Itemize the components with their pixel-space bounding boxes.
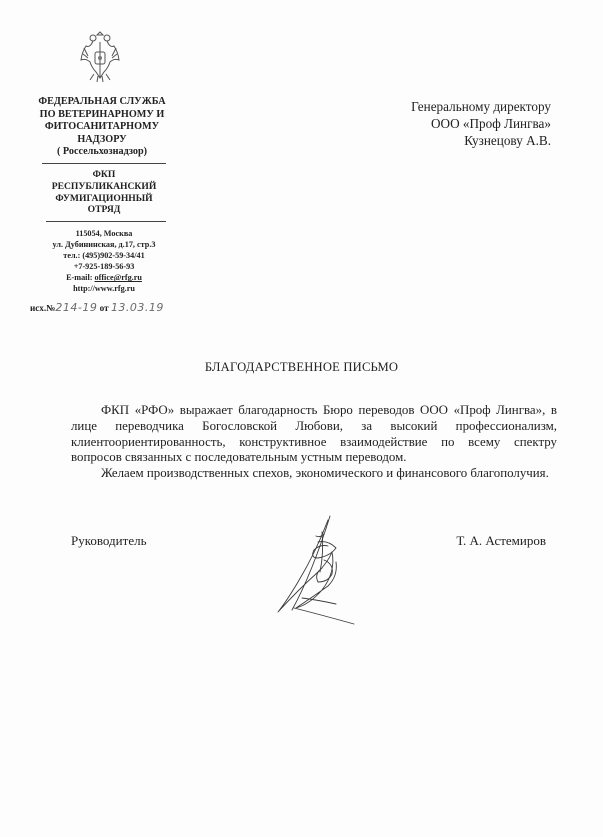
body-paragraph: Желаем производственных спехов, экономического и финансового благополучия. xyxy=(101,466,549,481)
email-line xyxy=(30,272,178,283)
signatory-role: Руководитель xyxy=(71,533,147,548)
unit-line: РЕСПУБЛИКАНСКИЙ xyxy=(51,180,157,192)
outgoing-date: 13.03.19 xyxy=(110,301,164,314)
addressee-line: Генеральному директору xyxy=(411,99,551,114)
body-paragraph: ФКП «РФО» выражает благодарность Бюро переводов ООО «Проф Лингва», в лице переводчика Богословской Любови, за высокий профессионализм, клиентоориентированность, конструктивное взаимодействие по всему спектру вопросов связанных с последовательным устным переводом. xyxy=(71,403,557,465)
handwritten-signature xyxy=(258,512,378,627)
agency-line: ФЕДЕРАЛЬНАЯ СЛУЖБА xyxy=(38,96,166,107)
sender-contacts xyxy=(30,228,178,295)
signatory-name: Т. А. Астемиров xyxy=(456,533,546,548)
addressee-line: ООО «Проф Лингва» xyxy=(431,116,551,131)
agency-line: ФИТОСАНИТАРНОМУ xyxy=(44,121,160,132)
address-line: 115054, Москва xyxy=(75,229,133,238)
unit-line: ФУМИГАЦИОННЫЙ xyxy=(55,192,153,204)
divider xyxy=(42,163,166,164)
website-link[interactable]: http://www.rfg.ru xyxy=(73,284,135,294)
unit-line: ОТРЯД xyxy=(87,204,121,216)
addressee-line: Кузнецову А.В. xyxy=(464,133,551,148)
agency-line: НАДЗОРУ xyxy=(77,133,127,145)
divider xyxy=(46,221,166,222)
agency-line: ПО ВЕТЕРИНАРНОМУ И xyxy=(39,108,165,120)
agency-short-name: ( Россельхознадзор) xyxy=(56,146,148,157)
addressee-block xyxy=(411,98,551,149)
coat-of-arms-emblem xyxy=(78,28,122,84)
email-link[interactable]: office@rfg.ru xyxy=(94,273,142,283)
date-label: от xyxy=(99,303,109,313)
address-line: ул. Дубининская, д.17, стр.3 xyxy=(52,240,156,250)
email-label: E-mail: xyxy=(66,273,95,283)
letter-title: БЛАГОДАРСТВЕННОЕ ПИСЬМО xyxy=(204,360,399,374)
outgoing-label: исх.№ xyxy=(30,303,56,313)
phone-line: тел.: (495)902-59-34/41 xyxy=(63,251,145,261)
outgoing-number: 214-19 xyxy=(55,301,98,314)
sender-agency xyxy=(36,96,168,159)
outgoing-reference xyxy=(30,301,164,314)
sender-unit xyxy=(40,169,168,216)
letter-body xyxy=(71,403,557,482)
phone-line: +7-925-189-56-93 xyxy=(73,262,135,272)
unit-line: ФКП xyxy=(92,169,116,180)
